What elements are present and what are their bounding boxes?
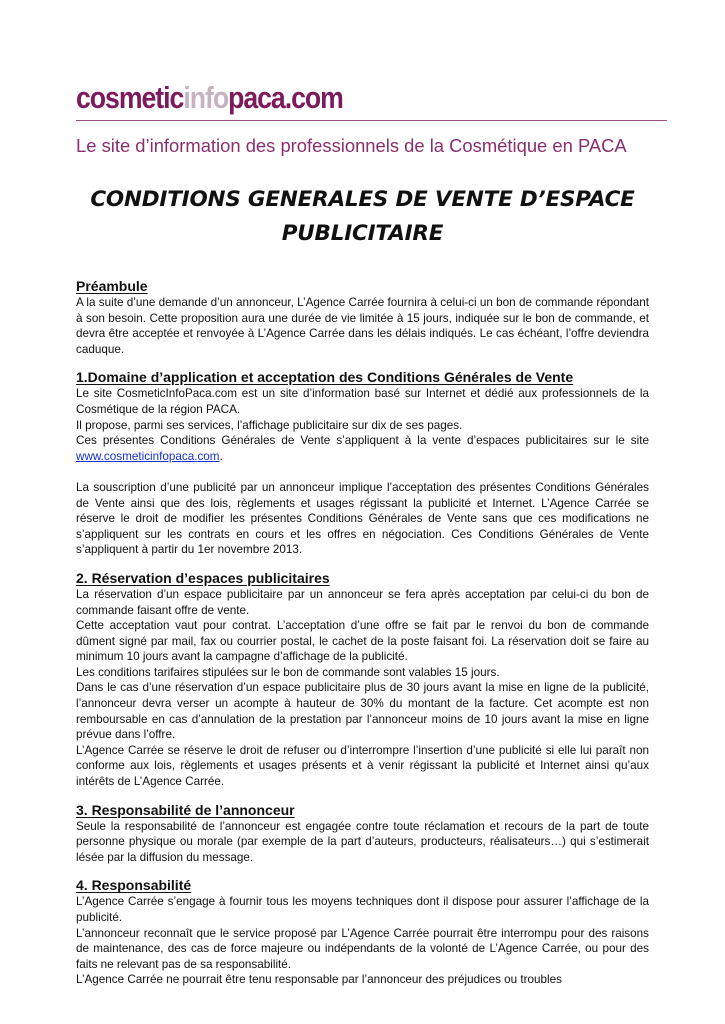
site-link[interactable]: www.cosmeticinfopaca.com xyxy=(76,449,220,463)
section-heading: 2. Réservation d’espaces publicitaires xyxy=(76,569,330,586)
paragraph: L’Agence Carrée ne pourrait être tenu responsable par l’annonceur des préjudices ou troubles xyxy=(76,973,562,987)
paragraph: La souscription d’une publicité par un annonceur implique l’acceptation des présentes Conditions Générales de Vente ainsi que des lois, règlements et usages régissant la publicité et Internet. L’Agence Carrée se réserve le droit de modifier les présentes Conditions Générales de Vente sans que ces modifications ne s’appliquent sur les contrats en cours et les offres en négociation. Ces Conditions Générales de Vente s’appliquent à partir du 1er novembre 2013. xyxy=(76,480,649,557)
section-heading: 4. Responsabilité xyxy=(76,877,192,894)
section-2 xyxy=(76,570,649,790)
paragraph: Il propose, parmi ses services, l’affichage publicitaire sur dix de ses pages. xyxy=(76,418,463,432)
title-line-2: PUBLICITAIRE xyxy=(281,221,444,246)
paragraph-text: Ces présentes Conditions Générales de Vente s’appliquent à la vente d’espaces publicitaires sur le site xyxy=(76,434,649,448)
site-tagline: Le site d’information des professionnels de la Cosmétique en PACA xyxy=(76,135,627,156)
document-title xyxy=(76,183,649,251)
paragraph: Cette acceptation vaut pour contrat. L’acceptation d’une offre se fait par le renvoi du bon de commande dûment signé par mail, fax ou courrier postal, le cachet de la poste faisant foi. La réservation doit se faire au minimum 10 jours avant la campagne d’affichage de la publicité. xyxy=(76,619,649,664)
paragraph: Seule la responsabilité de l’annonceur est engagée contre toute réclamation et recours de la part de toute personne physique ou morale (par exemple de la part d’auteurs, producteurs, réalisateurs…) qui s’estimerait lésée par la diffusion du message. xyxy=(76,819,649,864)
logo-part-paca: paca.com xyxy=(228,80,343,115)
section-1 xyxy=(76,369,649,558)
title-line-1: CONDITIONS GENERALES DE VENTE D’ESPACE xyxy=(90,187,635,212)
paragraph: L’Agence Carrée s’engage à fournir tous les moyens techniques dont il dispose pour assurer l’affichage de la publicité. xyxy=(76,895,649,924)
paragraph: Les conditions tarifaires stipulées sur le bon de commande sont valables 15 jours. xyxy=(76,665,500,679)
section-3 xyxy=(76,802,649,866)
section-heading: 1.Domaine d’application et acceptation des Conditions Générales de Vente xyxy=(76,369,574,386)
section-preamble xyxy=(76,278,649,357)
logo-part-cosmetic: cosmetic xyxy=(76,80,184,115)
paragraph: L’Agence Carrée se réserve le droit de refuser ou d’interrompre l’insertion d’une publicité si elle lui paraît non conforme aux lois, règlements et usages présents et à venir régissant la publicité et Internet ainsi qu’aux intérêts de L’Agence Carrée. xyxy=(76,743,649,789)
section-heading: Préambule xyxy=(76,278,148,294)
paragraph: Ces présentes Conditions Générales de Vente s’appliquent à la vente d’espaces publicitaires sur le site www.cosmeticinfopaca.com. xyxy=(76,434,649,463)
paragraph: Le site CosmeticInfoPaca.com est un site d’information basé sur Internet et dédié aux professionnels de la Cosmétique de la région PACA. xyxy=(76,387,649,416)
logo-part-info: info xyxy=(183,80,229,115)
paragraph: L’annonceur reconnaît que le service proposé par L’Agence Carrée pourrait être interrompu pour des raisons de maintenance, des cas de force majeure ou indépendants de la volonté de L’Agence Carrée, ou pour des faits ne relevant pas de sa responsabilité. xyxy=(76,926,649,971)
section-heading: 3. Responsabilité de l’annonceur xyxy=(76,801,295,818)
document-body xyxy=(76,278,649,988)
header-divider xyxy=(76,120,667,121)
paragraph: A la suite d’une demande d’un annonceur, L’Agence Carrée fournira à celui-ci un bon de commande répondant à son besoin. Cette proposition aura une durée de vie limitée à 15 jours, indiquée sur le bon de commande, et devra être acceptée et renvoyée à L’Agence Carrée dans les délais indiqués. Le cas échéant, l’offre deviendra caduque. xyxy=(76,296,649,356)
paragraph: Dans le cas d’une réservation d’un espace publicitaire plus de 30 jours avant la mise en ligne de la publicité, l’annonceur devra verser un acompte à hauteur de 30% du montant de la facture. Cet acompte est non remboursable en cas d’annulation de la prestation par l’annonceur moins de 10 jours avant la mise en ligne prévue dans l’offre. xyxy=(76,681,649,742)
paragraph: La réservation d’un espace publicitaire par un annonceur se fera après acceptation par celui-ci du bon de commande faisant offre de vente. xyxy=(76,587,649,617)
site-logo xyxy=(76,80,343,116)
section-4 xyxy=(76,877,649,988)
